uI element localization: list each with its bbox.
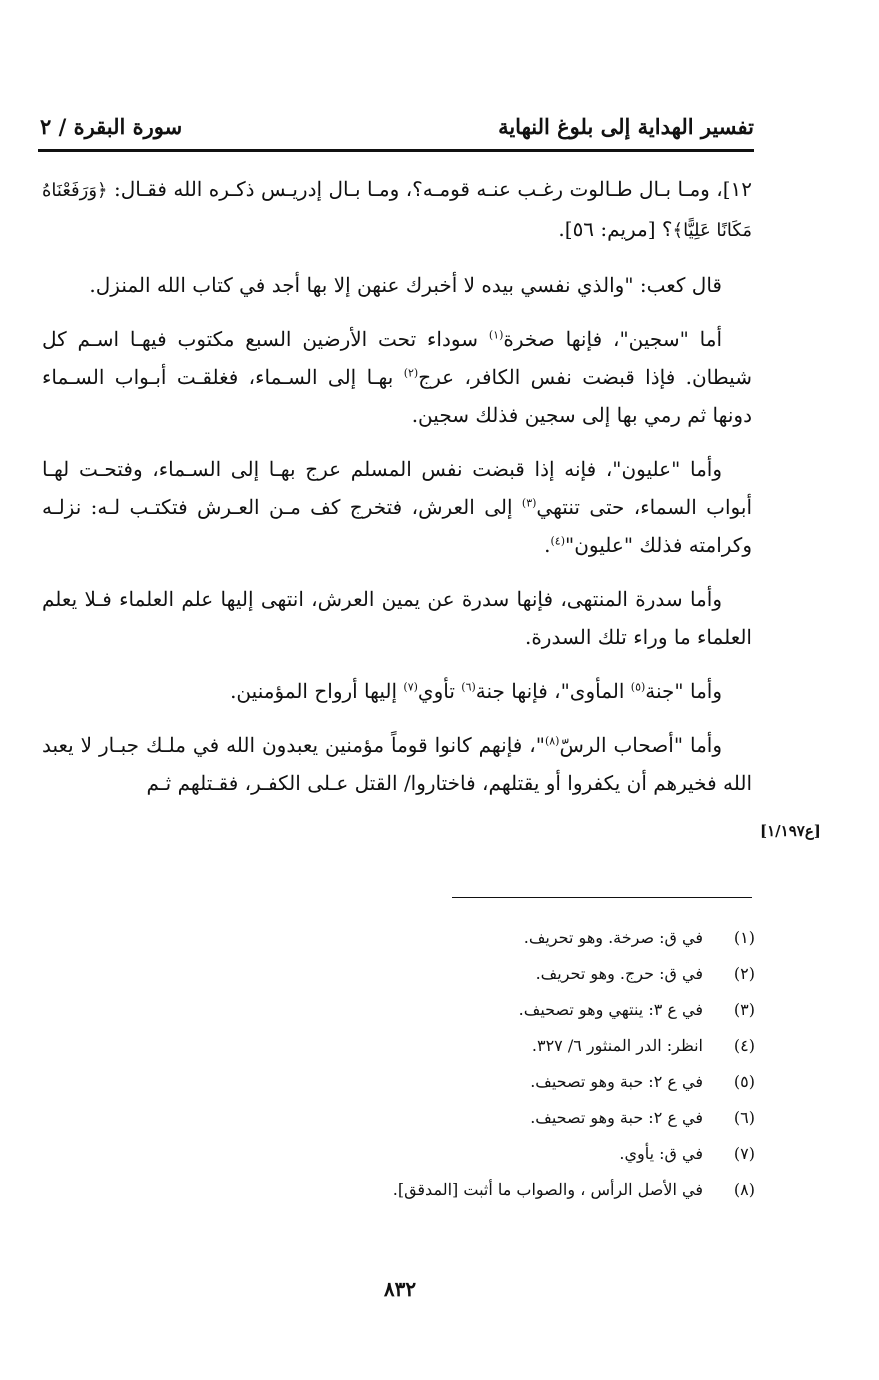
paragraph-3-part-b: سوداء تحت الأرضين السبع مكتوب فيهـا اسـم كل شيطان. فإذا قبضت نفس الكافر، عرج: [42, 327, 752, 389]
footnote-6: [200, 1100, 755, 1136]
footnote-number: (٦): [733, 1108, 755, 1127]
footnote-number: (١): [733, 928, 755, 947]
footnote-4: [200, 1028, 755, 1064]
quran-verse: ﴿وَرَفَعْنَاهُ مَكَانًا عَلِيًّا﴾: [42, 180, 752, 241]
footnote-text: في ق: صرخة. وهو تحريف.: [523, 928, 703, 947]
footnote-text: في ق: حرج. وهو تحريف.: [535, 964, 703, 983]
footnote-5: [200, 1064, 755, 1100]
paragraph-2: قال كعب: "والذي نفسي بيده لا أخبرك عنهن إلا بها أجد في كتاب الله المنزل.: [89, 273, 722, 297]
paragraph-3: [42, 320, 752, 434]
footnote-ref-8[interactable]: (٨): [544, 734, 560, 748]
footnote-7: [200, 1136, 755, 1172]
footnote-8: [200, 1172, 755, 1208]
footnote-3: [200, 992, 755, 1028]
surah-label: سورة البقرة / ٢: [40, 113, 183, 139]
paragraph-3-part-a: أما "سجين"، فإنها صخرة: [503, 327, 723, 351]
footnote-ref-5[interactable]: (٥): [630, 680, 646, 694]
footnote-ref-3[interactable]: (٣): [521, 496, 537, 510]
body-text: [42, 170, 752, 818]
paragraph-3-part-c: بهـا إلى السـماء، فغلقـت أبـواب السـماء دونها ثم رمي بها إلى سجين فذلك سجين.: [42, 365, 752, 427]
footnote-ref-2[interactable]: (٢): [403, 366, 419, 380]
running-header: [40, 106, 754, 146]
footnote-ref-7[interactable]: (٧): [403, 680, 418, 694]
paragraph-1-text: ١٢]، ومـا بـال طـالوت رغـب عنـه قومـه؟، ومـا بـال إدريـس ذكـره الله فقـال:: [114, 177, 752, 201]
footnote-ref-6[interactable]: (٦): [461, 680, 476, 694]
paragraph-4-part-a: وأما "عليون"، فإنه إذا قبضت نفس المسلم عرج بهـا إلى السـماء، وفتحـت لهـا أبواب السماء، حتى تنتهي: [42, 457, 753, 519]
footnote-number: (٥): [733, 1072, 755, 1091]
footnote-text: في ق: يأوي.: [619, 1144, 703, 1163]
footnote-number: (٧): [733, 1144, 755, 1163]
paragraph-6: [42, 672, 752, 710]
footnotes-list: [200, 920, 755, 1208]
footnote-1: [200, 920, 755, 956]
footnote-number: (٨): [733, 1180, 755, 1199]
paragraph-7-part-b: "، فإنهم كانوا قوماً مؤمنين يعبدون الله في ملـك جبـار لا يعبد الله فخيرهم أن يكفروا أو يقتلهم، فاختاروا/ القتل عـلى الكفـر، فقـتلهم ثـم: [42, 733, 752, 795]
paragraph-1: [42, 170, 752, 250]
footnote-number: (٣): [733, 1000, 755, 1019]
verse-reference: ؟ [مريم: ٥٦].: [558, 217, 673, 241]
paragraph-4-part-b: إلى العرش، فتخرج كف مـن العـرش فتكتـب لـه: نزلـه وكرامته فذلك "عليون": [42, 495, 752, 557]
paragraph-7-part-a: وأما "أصحاب الرسّ: [559, 733, 722, 757]
book-title: تفسير الهداية إلى بلوغ النهاية: [498, 113, 754, 139]
footnote-number: (٤): [733, 1036, 755, 1055]
footnote-ref-4[interactable]: (٤): [550, 534, 566, 548]
footnote-text: في ع ٢: حبة وهو تصحيف.: [530, 1072, 703, 1091]
paragraph-6-part-c: تأوي: [417, 679, 462, 703]
page-number: ٨٣٢: [383, 1277, 417, 1301]
footnote-ref-1[interactable]: (١): [488, 328, 504, 342]
paragraph-6-part-a: وأما "جنة: [645, 679, 722, 703]
paragraph-7: [42, 726, 752, 802]
footnote-number: (٢): [733, 964, 755, 983]
footnote-text: انظر: الدر المنثور ٦/ ٣٢٧.: [531, 1036, 703, 1055]
paragraph-6-part-d: إليها أرواح المؤمنين.: [230, 679, 404, 703]
footnote-text: في ع ٣: ينتهي وهو تصحيف.: [518, 1000, 703, 1019]
footnote-text: في الأصل الرأس ، والصواب ما أثبت [المدقق].: [392, 1180, 703, 1199]
footnote-rule: [452, 897, 752, 898]
manuscript-margin-note: [ع١/١٩٧]: [760, 822, 821, 840]
paragraph-6-part-b: المأوى"، فإنها جنة: [475, 679, 631, 703]
header-rule: [38, 149, 754, 152]
paragraph-5: وأما سدرة المنتهى، فإنها سدرة عن يمين العرش، انتهى إليها علم العلماء فـلا يعلم العلماء ما وراء تلك السدرة.: [42, 587, 752, 649]
paragraph-4-part-c: .: [544, 533, 551, 557]
footnote-2: [200, 956, 755, 992]
paragraph-4: [42, 450, 752, 564]
footnote-text: في ع ٢: حبة وهو تصحيف.: [530, 1108, 703, 1127]
